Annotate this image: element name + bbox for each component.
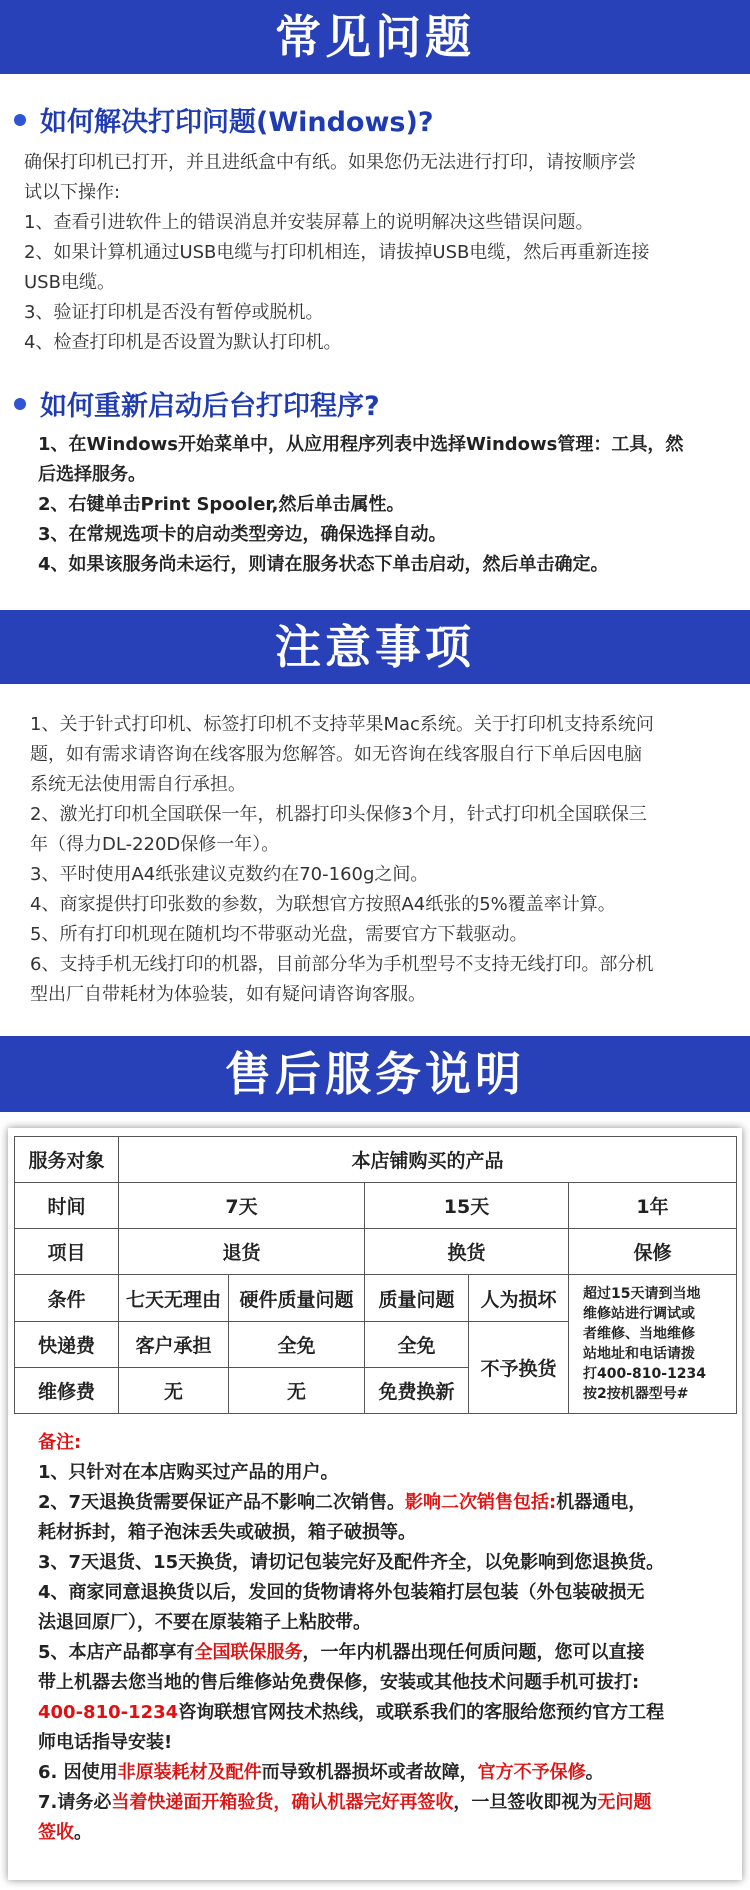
text-span-red: 全国联保服务 [194, 1642, 303, 1663]
text-line: 师电话指导安装! [38, 1732, 173, 1753]
text-line: 1、在Windows开始菜单中，从应用程序列表中选择Windows管理：工具，然 [38, 434, 684, 455]
table-cell: 无 [119, 1367, 229, 1413]
table-cell: 客户承担 [119, 1321, 229, 1367]
text-line [38, 1638, 664, 1668]
hotline-number: 400-810-1234 [38, 1702, 179, 1723]
text-line: 试以下操作: [24, 182, 121, 203]
table-cell: 七天无理由 [119, 1275, 229, 1321]
text-line: 耗材拆封，箱子泡沫丢失或破损，箱子破损等。 [38, 1522, 416, 1543]
service-banner: 售后服务说明 [0, 1036, 750, 1112]
text-line: 3、在常规选项卡的启动类型旁边，确保选择自动。 [38, 524, 447, 545]
text-span: 6. 因使用 [38, 1762, 118, 1783]
faq-answer-2 [38, 430, 683, 580]
text-span: 机器通电， [556, 1492, 647, 1513]
text-span: 咨询联想官网技术热线，或联系我们的客服给您预约官方工程 [178, 1702, 665, 1723]
text-line: 法退回原厂），不要在原装箱子上粘胶带。 [38, 1612, 371, 1633]
text-span-red: 非原装耗材及配件 [117, 1762, 262, 1783]
text-line: 2、激光打印机全国联保一年，机器打印头保修3个月，针式打印机全国联保三 [30, 804, 647, 825]
service-table [14, 1136, 737, 1414]
text-line: 打400-810-1234 [583, 1366, 707, 1383]
text-line: 站地址和电话请拨 [583, 1346, 695, 1363]
faq-question-2 [14, 384, 380, 423]
text-span: 。 [74, 1822, 92, 1843]
bullet-dot-icon [14, 398, 26, 410]
faq-question-2-title: 如何重新启动后台打印程序? [40, 391, 380, 422]
text-line: 4、商家提供打印张数的参数，为联想官方按照A4纸张的5%覆盖率计算。 [30, 894, 616, 915]
table-cell: 7天 [119, 1183, 365, 1229]
text-line: 3、验证打印机是否没有暂停或脱机。 [24, 302, 324, 323]
text-line: 3、平时使用A4纸张建议克数约在70-160g之间。 [30, 864, 429, 885]
table-cell: 全免 [365, 1321, 469, 1367]
text-line: 1、关于针式打印机、标签打印机不支持苹果Mac系统。关于打印机支持系统问 [30, 714, 654, 735]
text-span-red: 无问题 [597, 1792, 652, 1813]
notes-heading: 备注: [38, 1432, 82, 1453]
table-cell: 不予换货 [469, 1321, 569, 1413]
text-span: 2、7天退换货需要保证产品不影响二次销售。 [38, 1492, 406, 1513]
text-span: ，一旦签收即视为 [453, 1792, 598, 1813]
text-line: 年（得力DL-220D保修一年）。 [30, 834, 280, 855]
bullet-dot-icon [14, 114, 26, 126]
table-cell: 项目 [15, 1229, 119, 1275]
text-line: 确保打印机已打开，并且进纸盒中有纸。如果您仍无法进行打印，请按顺序尝 [24, 152, 636, 173]
notice-banner: 注意事项 [0, 610, 750, 684]
text-line: 3、7天退货、15天换货，请切记包装完好及配件齐全，以免影响到您退换货。 [38, 1552, 665, 1573]
table-row [15, 1183, 737, 1229]
text-span: 5、本店产品都享有 [38, 1642, 195, 1663]
text-span: ，一年内机器出现任何质问题，您可以直接 [302, 1642, 645, 1663]
text-line [38, 1788, 664, 1818]
table-row [15, 1137, 737, 1183]
text-line: 超过15天请到当地 [583, 1286, 701, 1303]
faq-banner: 常见问题 [0, 0, 750, 74]
text-line: USB电缆。 [24, 272, 115, 293]
text-span: 7.请务必 [38, 1792, 112, 1813]
table-cell: 1年 [569, 1183, 737, 1229]
faq-question-1-title: 如何解决打印问题(Windows)? [40, 107, 434, 138]
table-cell: 免费换新 [365, 1367, 469, 1413]
text-line: 4、商家同意退换货以后，发回的货物请将外包装箱打层包装（外包装破损无 [38, 1582, 645, 1603]
text-span: 而导致机器损坏或者故障， [261, 1762, 478, 1783]
text-line: 4、检查打印机是否设置为默认打印机。 [24, 332, 342, 353]
text-span: 。 [585, 1762, 604, 1783]
text-line: 后选择服务。 [38, 464, 146, 485]
text-line [38, 1488, 664, 1518]
table-cell: 条件 [15, 1275, 119, 1321]
text-line: 系统无法使用需自行承担。 [30, 774, 246, 795]
text-line: 5、所有打印机现在随机均不带驱动光盘，需要官方下载驱动。 [30, 924, 528, 945]
table-row [15, 1229, 737, 1275]
notice-list [30, 710, 654, 1010]
table-cell: 全免 [229, 1321, 365, 1367]
table-cell: 维修费 [15, 1367, 119, 1413]
table-cell: 时间 [15, 1183, 119, 1229]
table-cell: 本店铺购买的产品 [119, 1137, 737, 1183]
text-line: 题，如有需求请咨询在线客服为您解答。如无咨询在线客服自行下单后因电脑 [30, 744, 642, 765]
repair-note-cell [569, 1275, 737, 1414]
text-line: 4、如果该服务尚未运行，则请在服务状态下单击启动，然后单击确定。 [38, 554, 609, 575]
text-line [38, 1698, 664, 1728]
text-line: 维修站进行调试或 [583, 1306, 695, 1323]
text-line: 2、如果计算机通过USB电缆与打印机相连，请拔掉USB电缆，然后再重新连接 [24, 242, 650, 263]
text-line: 2、右键单击Print Spooler,然后单击属性。 [38, 494, 405, 515]
text-line: 1、查看引进软件上的错误消息并安装屏幕上的说明解决这些错误问题。 [24, 212, 594, 233]
table-cell: 换货 [365, 1229, 569, 1275]
text-line [38, 1818, 664, 1848]
service-notes [38, 1428, 664, 1848]
table-cell: 保修 [569, 1229, 737, 1275]
text-line: 1、只针对在本店购买过产品的用户。 [38, 1462, 339, 1483]
table-cell: 15天 [365, 1183, 569, 1229]
text-line: 按2按机器型号# [583, 1386, 689, 1403]
faq-question-1 [14, 100, 434, 139]
table-cell: 服务对象 [15, 1137, 119, 1183]
text-span-red: 签收 [38, 1822, 74, 1843]
table-cell: 人为损坏 [469, 1275, 569, 1321]
table-cell: 快递费 [15, 1321, 119, 1367]
text-span-red: 当着快递面开箱验货，确认机器完好再签收 [111, 1792, 454, 1813]
text-line: 者维修、当地维修 [583, 1326, 695, 1343]
table-cell: 硬件质量问题 [229, 1275, 365, 1321]
text-line: 6、支持手机无线打印的机器，目前部分华为手机型号不支持无线打印。部分机 [30, 954, 654, 975]
table-cell: 质量问题 [365, 1275, 469, 1321]
text-line: 带上机器去您当地的售后维修站免费保修，安装或其他技术问题手机可拔打: [38, 1672, 640, 1693]
table-cell: 退货 [119, 1229, 365, 1275]
table-row [15, 1275, 737, 1321]
text-span-red: 影响二次销售包括: [405, 1492, 557, 1513]
text-line: 型出厂自带耗材为体验装，如有疑问请咨询客服。 [30, 984, 426, 1005]
text-line [38, 1758, 664, 1788]
table-cell: 无 [229, 1367, 365, 1413]
text-span-red: 官方不予保修 [477, 1762, 586, 1783]
faq-answer-1 [24, 148, 649, 358]
